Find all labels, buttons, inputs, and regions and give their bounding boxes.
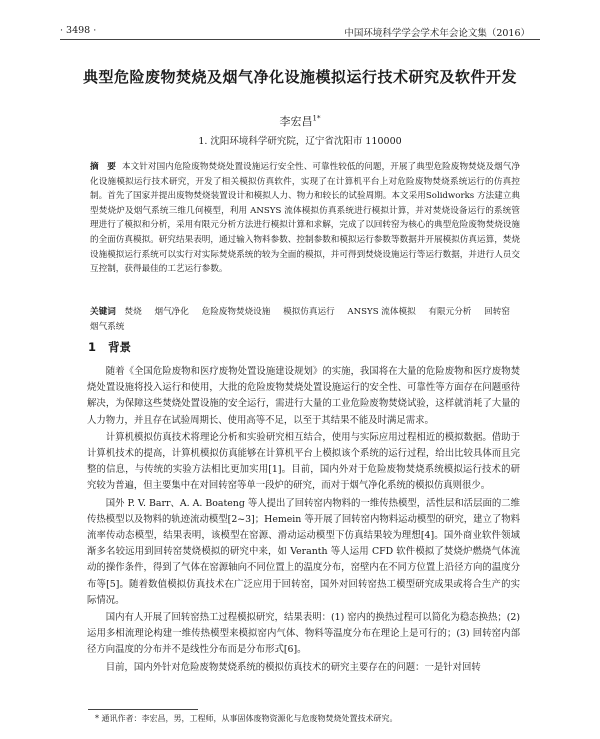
section-number: 1 <box>88 340 97 354</box>
page-number: · 3498 · <box>60 25 97 36</box>
keyword: 模拟仿真运行 <box>283 307 335 317</box>
footnote-rule <box>88 709 198 710</box>
keywords <box>90 305 520 334</box>
keyword: 危险废物焚烧设施 <box>201 307 271 317</box>
author-name: 李宏昌 <box>279 115 313 128</box>
body-text <box>87 364 520 677</box>
abstract-label: 摘 要 <box>90 162 116 172</box>
keyword: ANSYS 流体模拟 <box>347 307 416 317</box>
abstract-text: 本文针对国内危险废物焚烧处置设施运行安全性、可靠性较低的问题，开展了典型危险废物焚烧及烟气净化设施模拟运行技术研究，开发了相关模拟仿真软件，实现了在计算机平台上对危险废物焚烧系统运行的仿真控制。首先了国家并提出废物焚烧装置设计和模拟人力、物力和较长的试验周期。本文采用Solidworks 方法建立典型焚烧炉及烟气系统三维几何模型，利用 ANSYS 流体模拟仿真系统进行模拟计算，并对焚烧设备运行的系统管理进行了模拟和分析，采用有限元分析方法进行模拟计算和求解，完成了以回转窑为核心的典型危险废物焚烧设施的全面仿真模拟。研究结果表明，通过输入物料参数、控制参数和模拟运行参数等数据并开展模拟仿真运算，焚烧设施模拟运行系统可以实行对实际焚烧系统的较为全面的模拟，并可得到焚烧设施运行等运行数据，并进行人员交互控制，获得最佳的工艺运行参数。 <box>90 162 520 275</box>
keyword: 烟气净化 <box>154 307 189 317</box>
keywords-label: 关键词 <box>90 307 116 317</box>
affiliation: 1. 沈阳环境科学研究院，辽宁省沈阳市 110000 <box>198 136 402 147</box>
footnote: * 通讯作者：李宏昌，男，工程师，从事固体废物资源化与危废物焚烧处置技术研究。 <box>95 714 398 723</box>
running-header <box>60 25 540 40</box>
paragraph: 国外 P. V. Barr、A. A. Boateng 等人提出了回转窑内物料的一维传热模型，活性层和活层面的二维传热模型以及物料的轨迹流动模型[2~3]；Hemein 等开展了回转窑内物料运动模型的研究，建立了物料流率传动态模型，结果表明，该模型在窑源、滑动运动模型下仿真结果较为理想[4]。国外商业软件领域渐多名较远用到回转窑焚烧模拟的研究中来，如 Veranth 等人运用 CFD 软件模拟了焚烧炉燃烧气体流动的操作条件，得到了气体在窑源轴向不同位置上的温度分布，窑壁内在不同方位置上沿径方向的温度分布等[5]。随着数值模拟仿真技术在广泛应用于回转窑，国外对回转窑热工模型研究成果或将合生产的实际情况。 <box>87 497 520 606</box>
paragraph: 随着《全国危险废物和医疗废物处置设施建设规划》的实施，我国将在大量的危险废物和医疗废物焚烧处置设施将投入运行和使用，大批的危险废物焚烧处置设施运行的安全性、可靠性等方面存在问题亟待解决，为保障这些焚烧处置设施的安全运行，需进行大量的工业危险废物焚烧试验，这样就消耗了大量的人力物力，并且存在试验周期长、使用高等不足，以至于其结果不能及时满足需求。 <box>87 366 520 426</box>
paper-title: 典型危险废物焚烧及烟气净化设施模拟运行技术研究及软件开发 <box>82 68 517 86</box>
paragraph: 国内有人开展了回转窑热工过程模拟研究，结果表明：(1) 窑内的换热过程可以简化为稳态换热；(2) 运用多相流理论构建一维传热模型来模拟窑内气体、物料等温度分布在理论上是可行的；(3) 回转窑内部径方向温度的分布并不是线性分布而是分布形式[6]。 <box>87 612 520 656</box>
keyword: 回转窑 <box>484 307 510 317</box>
keyword: 有限元分析 <box>428 307 472 317</box>
author-line <box>0 113 600 129</box>
journal-name: 中国环境科学学会学术年会论文集（2016） <box>344 28 530 39</box>
abstract <box>90 160 520 277</box>
keyword: 焚烧 <box>124 307 142 317</box>
paragraph: 计算机模拟仿真技术将理论分析和实验研究相互结合，使用与实际应用过程相近的模拟数据。借助于计算机技术的提高，计算机模拟仿真能够在计算机平台上模拟该个系统的运行过程，给出比较具体而且完整的信息，与传统的实验方法相比更加实用[1]。目前，国内外对于危险废物焚烧系统模拟运行技术的研究较为普遍，但主要集中在对回转窑等单一段炉的研究，而对于烟气净化系统的模拟仿真则很少。 <box>87 431 520 492</box>
section-title: 背景 <box>108 340 132 354</box>
section-heading <box>88 339 131 355</box>
keyword: 烟气系统 <box>90 321 125 332</box>
author-sup: 1* <box>312 114 321 123</box>
paragraph: 目前，国内外针对危险废物焚烧系统的模拟仿真技术的研究主要存在的问题：一是针对回转 <box>105 661 481 673</box>
